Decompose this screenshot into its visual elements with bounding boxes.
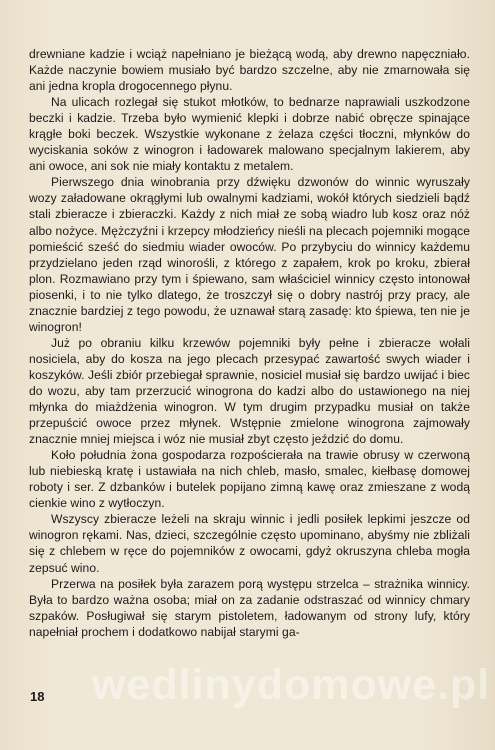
paragraph-5: Koło południa żona gospodarza rozpościerała na trawie obrusy w czerwoną lub niebieską kratę i ustawiała na nich chleb, masło, smalec, kiełbasę domowej roboty i ser. Z dzbanków i butelek popijano zimną kawę oraz zmieszane z wodą cienkie wino z wytłoczyn. [29,448,470,511]
paragraph-3: Pierwszego dnia winobrania przy dźwięku dzwonów do winnic wyruszały wozy załadowane okrągłymi lub owalnymi kadziami, wokół których siedzieli bądź stali zbieracze i zbieraczki. Każdy z nich miał ze sobą wiadro lub kosz oraz nóż albo nożyce. Mężczyźni i krzepcy młodzieńcy nieśli na plecach pojemniki mogące pomieścić sześć do siedmiu wiader owoców. Po przybyciu do winnicy każdemu przydzielano jeden rząd winorośli, z którego z zapałem, krok po kroku, zbierał plon. Rozmawiano przy tym i śpiewano, sam właściciel winnicy często intonował piosenki, i to nie tylko dlatego, że troszczył się o dobry nastrój przy pracy, ale znacznie bardziej z tego powodu, że uznawał starą zasadę: kto śpiewa, ten nie je winogron! [29,175,470,334]
body-text [29,46,470,640]
paragraph-4: Już po obraniu kilku krzewów pojemniki były pełne i zbieracze wołali nosiciela, aby do kosza na jego plecach przesypać zawartość swych wiader i koszyków. Jeśli zbiór przebiegał sprawnie, nosiciel musiał się bardzo uwijać i biec do wozu, aby tam przerzucić winogrona do kadzi albo do ustawionego na niej młynka do miażdżenia winogron. W tym drugim przypadku musiał on także przepuścić owoce przez młynek. Wstępnie zmielone winogrona zajmowały znacznie mniej miejsca i wóz nie musiał zbyt często jeździć do domu. [29,335,470,447]
paragraph-2: Na ulicach rozlegał się stukot młotków, to bednarze naprawiali uszkodzone beczki i kadzie. Trzeba było wymienić klepki i dobrze nabić obręcze spinające krągłe boki beczek. Wszystkie wykonane z żelaza części tłoczni, młynków do wyciskania soków z winogron i ładowarek malowano specjalnym lakierem, aby ani owoce, ani sok nie miały kontaktu z metalem. [29,95,470,174]
paragraph-1: drewniane kadzie i wciąż napełniano je bieżącą wodą, aby drewno napęczniało. Każde naczynie bowiem musiało być bardzo szczelne, aby nie zmarnowała się ani jedna kropla drogocennego płynu. [29,47,470,94]
paragraph-6: Wszyscy zbieracze leżeli na skraju winnic i jedli posiłek lepkimi jeszcze od winogron rękami. Nas, dzieci, szczególnie często upominano, abyśmy nie zbliżali się z chlebem w ręce do pojemników z owocami, gdyż okruszyna chleba mogła zepsuć wino. [29,512,470,575]
watermark: wedlinydomowe.pl [92,661,491,709]
page-number: 18 [30,689,45,704]
paragraph-7: Przerwa na posiłek była zarazem porą występu strzelca – strażnika winnicy. Była to bardzo ważna osoba; miał on za zadanie odstraszać od winnicy chmary szpaków. Posługiwał się starym pistoletem, ładowanym od strony lufy, który napełniał prochem i dodatkowo nabijał starymi ga- [29,576,470,639]
